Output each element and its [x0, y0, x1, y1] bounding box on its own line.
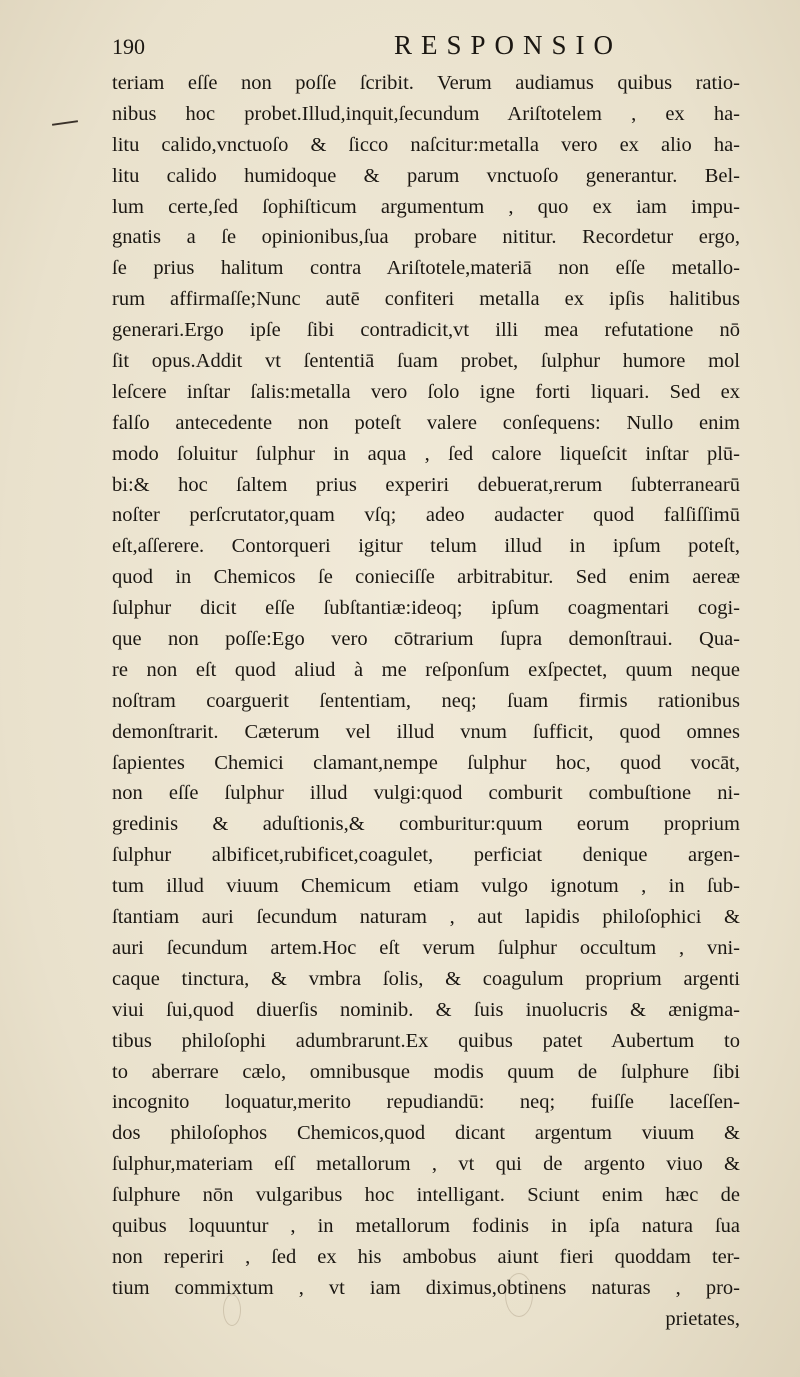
- body-text: [112, 68, 740, 1335]
- text-line: lum certe,ſed ſophiſticum argumentum , quo ex iam impu-: [112, 195, 740, 218]
- text-line: tibus philoſophi adumbrarunt.Ex quibus patet Aubertum to: [112, 1029, 740, 1052]
- text-line: non eſſe ſulphur illud vulgi:quod comburit combuſtione ni-: [112, 782, 740, 805]
- text-line: litu calido humidoque & parum vnctuoſo generantur. Bel-: [112, 164, 740, 187]
- text-line: auri ſecundum artem.Hoc eſt verum ſulphur occultum , vni-: [112, 936, 740, 959]
- text-line: generari.Ergo ipſe ſibi contradicit,vt illi mea refutatione nō: [112, 319, 740, 342]
- text-line: ſulphure nōn vulgaribus hoc intelligant. Sciunt enim hæc de: [112, 1184, 740, 1207]
- text-line: to aberrare cælo, omnibusque modis quum de ſulphure ſibi: [112, 1060, 740, 1083]
- text-line: incognito loquatur,merito repudiandū: neq; fuiſſe laceſſen-: [112, 1091, 740, 1114]
- text-line: ſapientes Chemici clamant,nempe ſulphur hoc, quod vocāt,: [112, 751, 740, 774]
- text-line: falſo antecedente non poteſt valere conſequens: Nullo enim: [112, 411, 740, 434]
- text-line: bi:& hoc ſaltem prius experiri debuerat,rerum ſubterranearū: [112, 473, 740, 496]
- text-line: ſulphur,materiam eſſ metallorum , vt qui de argento viuo &: [112, 1153, 740, 1176]
- running-head: RESPONSIO: [394, 30, 623, 60]
- text-line: noſter perſcrutator,quam vſq; adeo audacter quod falſiſſimū: [112, 504, 740, 527]
- text-line: gnatis a ſe opinionibus,ſua probare nititur. Recordetur ergo,: [112, 226, 740, 249]
- text-line: quibus loquuntur , in metallorum fodinis in ipſa natura ſua: [112, 1214, 740, 1237]
- text-line: prietates,: [665, 1307, 740, 1330]
- text-line: noſtram coarguerit ſententiam, neq; ſuam firmis rationibus: [112, 689, 740, 712]
- text-line: rum affirmaſſe;Nunc autē confiteri metalla ex ipſis halitibus: [112, 288, 740, 311]
- text-line: que non poſſe:Ego vero cōtrarium ſupra demonſtraui. Qua-: [112, 628, 740, 651]
- text-line: ſit opus.Addit vt ſententiā ſuam probet, ſulphur humore mol: [112, 350, 740, 373]
- page-number: 190: [112, 34, 145, 59]
- text-line: litu calido,vnctuoſo & ſicco naſcitur:metalla vero ex alio ha-: [112, 133, 740, 156]
- text-line: eſt,aſſerere. Contorqueri igitur telum illud in ipſum poteſt,: [112, 535, 740, 558]
- text-line: viui ſui,quod diuerſis nominib. & ſuis inuolucris & ænigma-: [112, 998, 740, 1021]
- text-line: demonſtrarit. Cæterum vel illud vnum ſufficit, quod omnes: [112, 720, 740, 743]
- text-line: tium commixtum , vt iam diximus,obtinens naturas , pro-: [112, 1276, 740, 1299]
- margin-mark: [52, 120, 78, 126]
- text-line: caque tinctura, & vmbra ſolis, & coagulum proprium argenti: [112, 967, 740, 990]
- text-line: ſulphur dicit eſſe ſubſtantiæ:ideoq; ipſum coagmentari cogi-: [112, 597, 740, 620]
- text-line: tum illud viuum Chemicum etiam vulgo ignotum , in ſub-: [112, 875, 740, 898]
- text-line: gredinis & aduſtionis,& comburitur:quum eorum proprium: [112, 813, 740, 836]
- text-line: leſcere inſtar ſalis:metalla vero ſolo igne forti liquari. Sed ex: [112, 380, 740, 403]
- text-line: ſe prius halitum contra Ariſtotele,materiā non eſſe metallo-: [112, 257, 740, 280]
- page-header: [112, 30, 732, 70]
- text-line: ſtantiam auri ſecundum naturam , aut lapidis philoſophici &: [112, 906, 740, 929]
- text-line: quod in Chemicos ſe conieciſſe arbitrabitur. Sed enim aereæ: [112, 566, 740, 589]
- text-line: modo ſoluitur ſulphur in aqua , ſed calore liqueſcit inſtar plū-: [112, 442, 740, 465]
- text-line: non reperiri , ſed ex his ambobus aiunt fieri quoddam ter-: [112, 1245, 740, 1268]
- text-line: re non eſt quod aliud à me reſponſum exſpectet, quum neque: [112, 658, 740, 681]
- text-line: dos philoſophos Chemicos,quod dicant argentum viuum &: [112, 1122, 740, 1145]
- text-line: nibus hoc probet.Illud,inquit,ſecundum Ariſtotelem , ex ha-: [112, 102, 740, 125]
- text-line: ſulphur albificet,rubificet,coagulet, perficiat denique argen-: [112, 844, 740, 867]
- text-line: teriam eſſe non poſſe ſcribit. Verum audiamus quibus ratio-: [112, 72, 740, 94]
